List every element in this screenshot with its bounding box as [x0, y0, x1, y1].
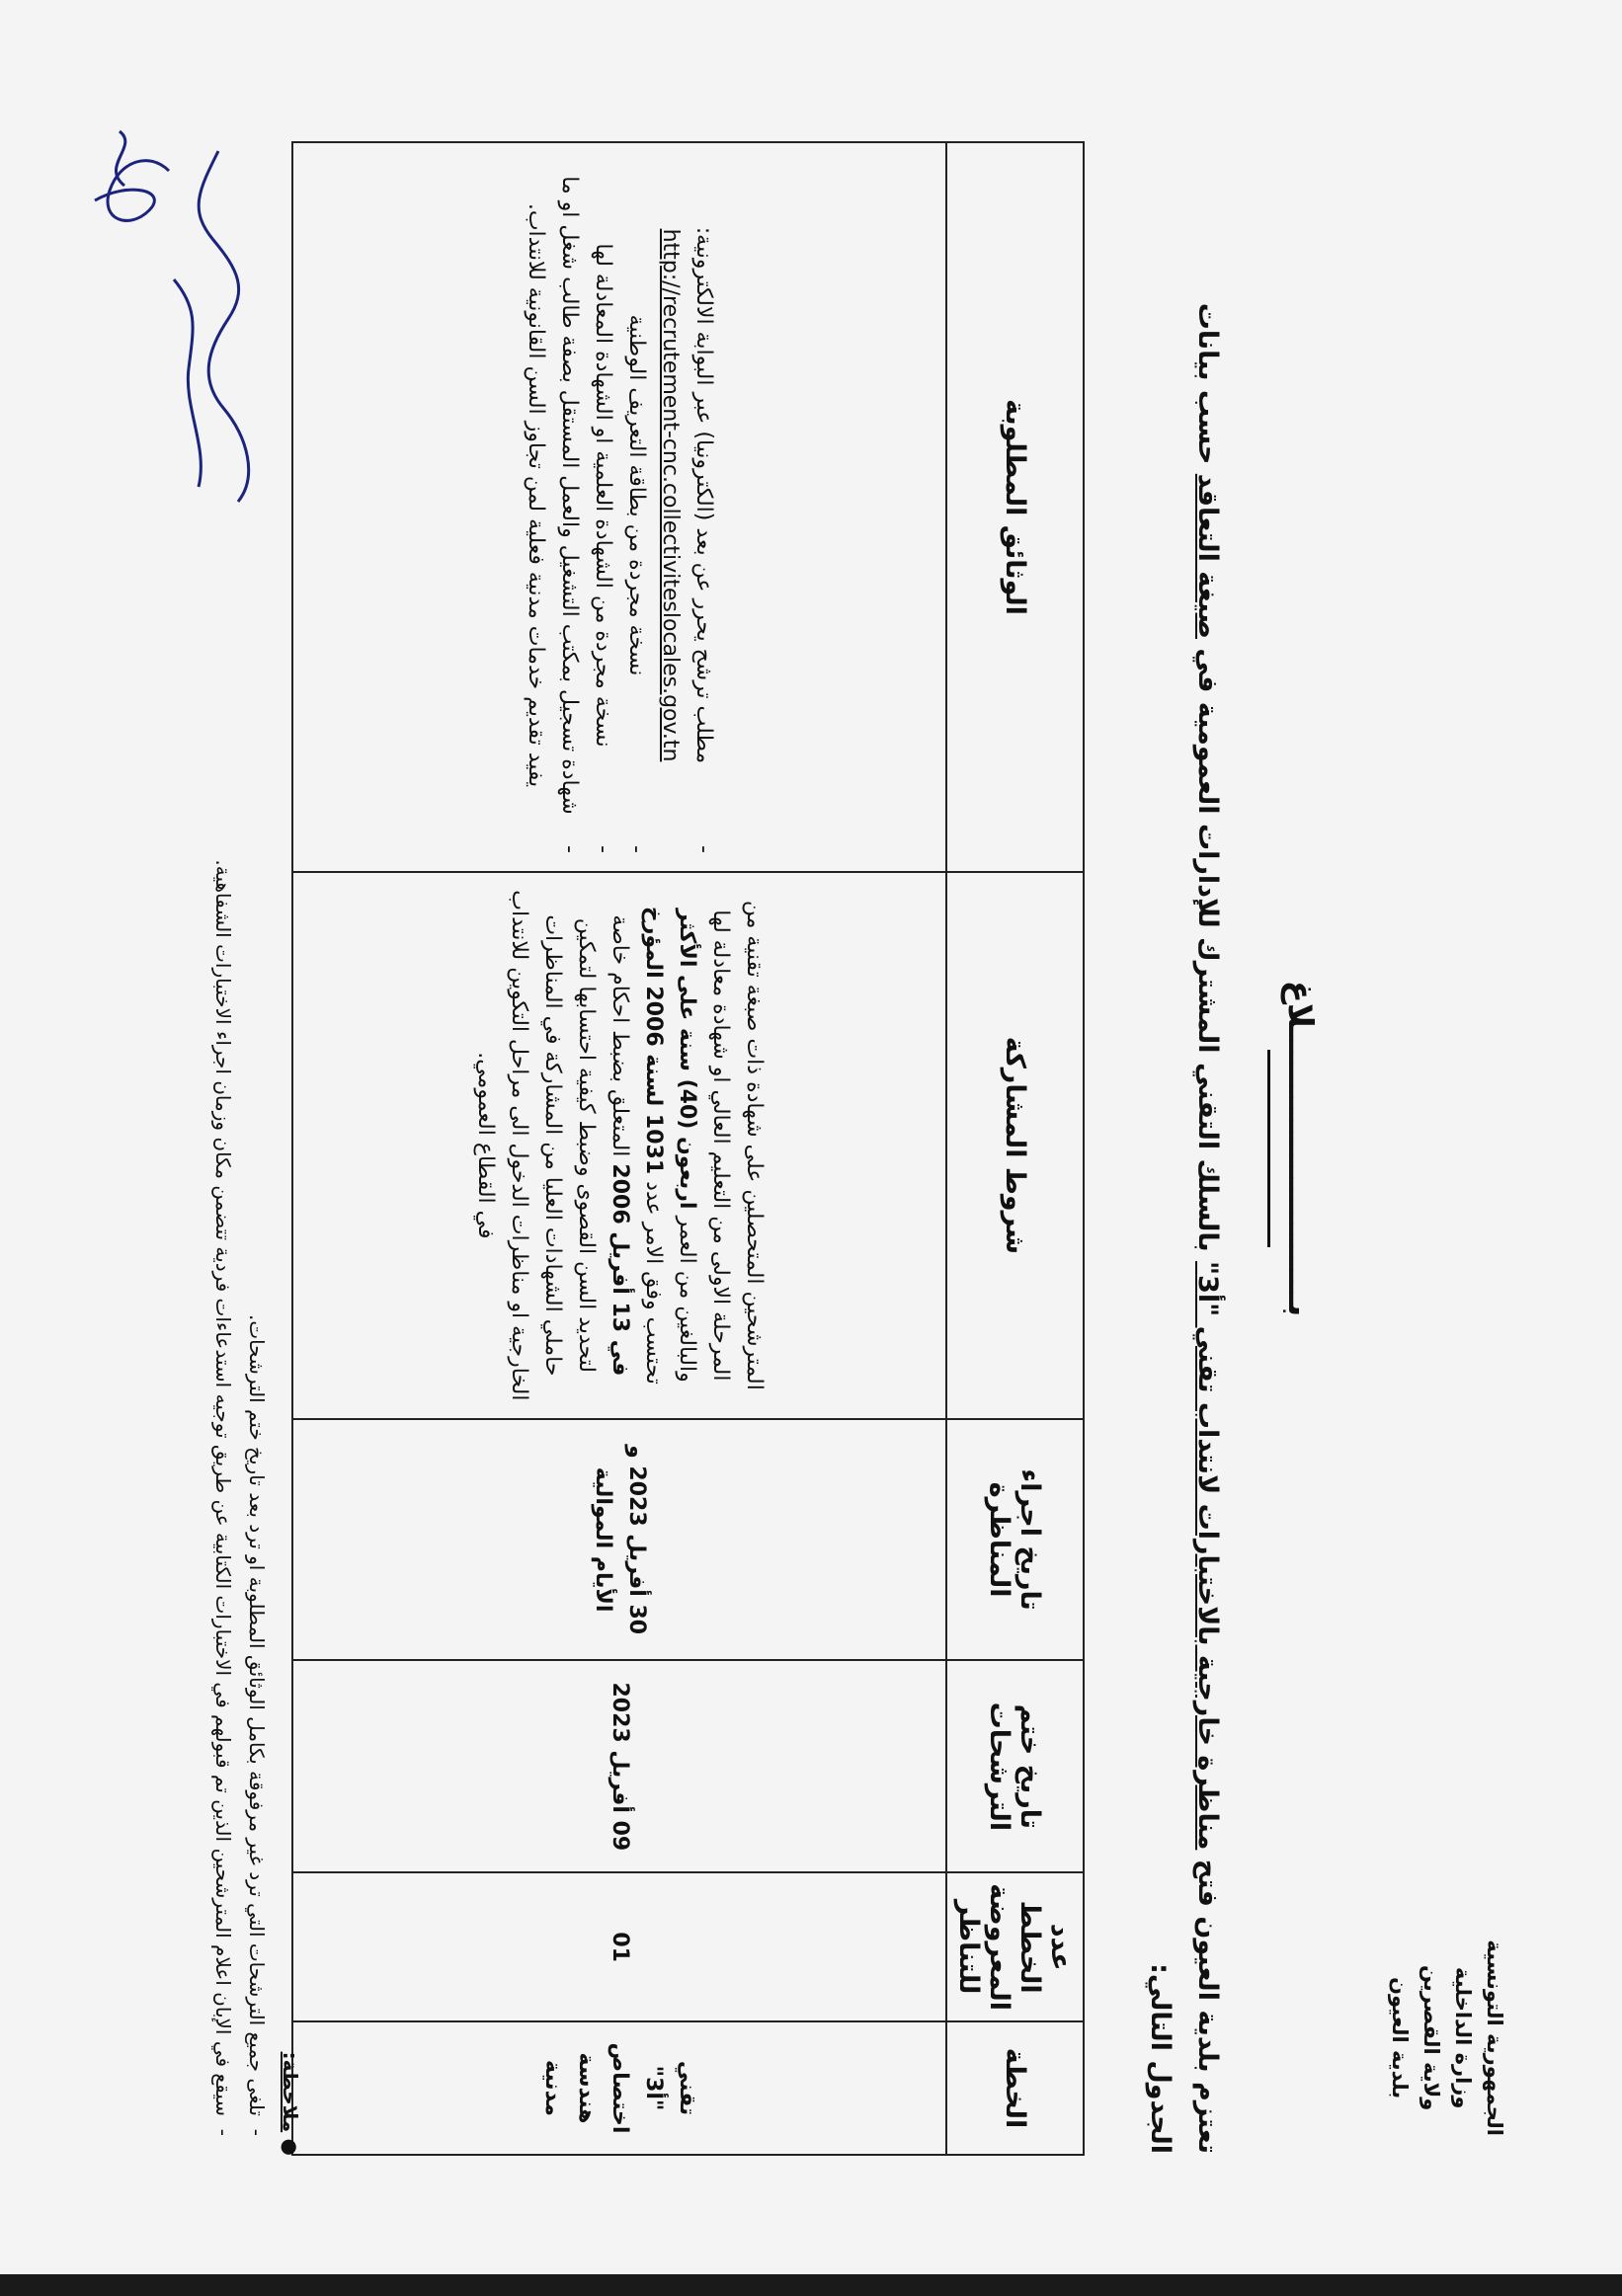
title-underline: [1267, 1050, 1270, 1247]
header-deadline: تاريخ ختم الترشحات: [946, 1660, 1084, 1872]
doc-item-id-copy: - نسخة مجردة من بطاقة التعريف الوطنية: [619, 159, 653, 831]
cell-documents: [292, 142, 946, 872]
header-count: عدد الخطط المعروضة للتناظر: [946, 1872, 1084, 2021]
note-item-2: - سيقع في الإبان اعلام المترشحين الذين تم قبولهم في الاختبارات الكتابية عن طريق توجيه استدعاءات فردية تتضمن مكان وزمان اجراء الاختبارات الشفاهية.: [206, 250, 240, 2116]
conditions-decree: 1031 لسنة 2006 المؤرخ في 13 أفريل 2006: [608, 906, 666, 1376]
scan-bottom-edge: [0, 2274, 1622, 2296]
notes-section: ● ملاحظة: - تلغى جميع الترشحات التي ترد غير مرفوقة بكامل الوثائق المطلوبة او ترد بعد تاريخ ختم الترشحات. - سيقع في الإبان اعلام المترشحين الذين تم قبولهم في الاختبارات الكتابية عن طريق توجيه استدعاءات فردية تتضمن مكان وزمان اجراء الاختبارات الشفاهية.: [206, 250, 307, 2156]
intro-text-5: حسب بيانات الجدول التالي:: [1145, 302, 1223, 2154]
doc-item-application: [653, 159, 720, 831]
intro-paragraph: [1136, 240, 1231, 2154]
table-header-row: [946, 142, 1084, 2155]
header-documents: الوثائق المطلوبة: [946, 142, 1084, 872]
intro-text-4: صيغة التعاقد: [1192, 473, 1223, 639]
page-title: بــــــــــــــــــــــــلاغ: [1280, 980, 1320, 1316]
header-plan: الخطة: [946, 2021, 1084, 2155]
doc-application-text: مطلب ترشح يحرر عن بعد (الكترونيا) عبر البوابة الالكترونية:: [691, 226, 716, 763]
notes-title: ملاحظة:: [279, 2051, 302, 2132]
cell-deadline: 09 أفريل 2023: [292, 1660, 946, 1872]
header-republic: الجمهورية التونسية: [1483, 1939, 1506, 2136]
header-exam-date: تاريخ اجراء المناظرة: [946, 1418, 1084, 1660]
intro-text-2: مناظرة خارجية بالاختبارات لانتداب تقني "أ3": [1192, 1260, 1223, 1850]
conditions-text-c: تحتسب وفق الامر عدد: [641, 1173, 666, 1385]
doc-item-employment-cert: - شهادة تسجيل بمكتب التشغيل والعمل المستقل بصفة طالب شغل او ما يفيد تقديم خدمات مدنية فعلية لمن تجاوز السن القانونية للانتداب.: [519, 159, 586, 831]
competition-table: [291, 141, 1085, 2156]
conditions-age-limit: اربعون (40) سنة على الأكثر: [675, 908, 699, 1209]
cell-conditions: [292, 871, 946, 1418]
doc-item-diploma-copy: - نسخة مجردة من الشهادة العلمية او الشهادة المعادلة لها: [586, 159, 619, 831]
cell-exam-date: 30 أفريل 2023 و الأيام الموالية: [292, 1418, 946, 1660]
cell-count: 01: [292, 1872, 946, 2021]
header-municipality: بلدية العيون: [1388, 1976, 1412, 2098]
note-item-1: - تلغى جميع الترشحات التي ترد غير مرفوقة بكامل الوثائق المطلوبة او ترد بعد تاريخ ختم الترشحات.: [240, 250, 274, 2116]
header-ministry: وزارة الداخلية: [1451, 1966, 1475, 2108]
cell-plan: تقني "أ3" اختصاص هندسة مدنية: [292, 2021, 946, 2155]
conditions-text-a: المترشحين المتحصلين على شهادة ذات صبغة تقنية من المرحلة الاولى من التعليم العالي او شهادة معادلة لها والبالغين من العمر: [675, 900, 767, 1390]
intro-text-1: تعتزم بلدية العيون فتح: [1192, 1849, 1223, 2154]
handwritten-signature: [80, 112, 268, 526]
portal-link[interactable]: http://recrutement-cnc.collectiviteslocales.gov.tn: [658, 228, 683, 761]
intro-text-3: بالسلك التقني المشترك للإدارات العمومية في: [1192, 638, 1223, 1261]
conditions-text-e: المتعلق بضبط احكام خاصة لتحديد السن القصوى وضبط كيفية احتسابها لتمكين حاملي الشهادات العليا من المشاركة في المناظرات الخارجية او مناظرات الدخول الى مراحل التكوين للانتداب في القطاع العمومي.: [473, 889, 632, 1400]
letterhead: [1384, 1940, 1510, 2136]
document-page: [41, 52, 1581, 2245]
header-conditions: شروط المشاركة: [946, 871, 1084, 1418]
header-governorate: ولاية القصرين: [1419, 1964, 1443, 2110]
table-row: [292, 142, 946, 2155]
